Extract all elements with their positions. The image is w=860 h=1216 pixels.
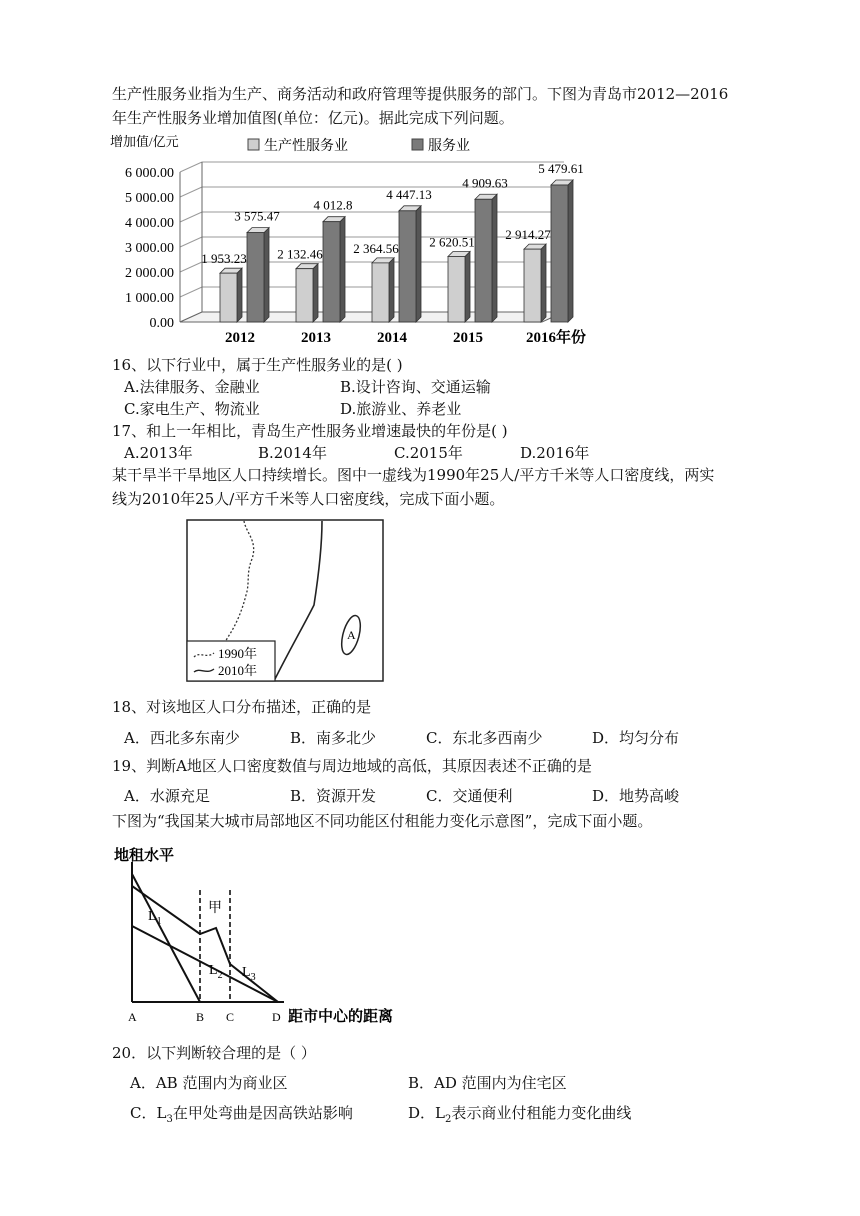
question-17-option-b[interactable]: B.2014年: [258, 444, 327, 462]
intro2-line-1: 某干旱半干旱地区人口持续增长。图中一虚线为1990年25人/平方千米等人口密度线，两实: [112, 466, 715, 484]
question-19-option-b[interactable]: B．资源开发: [290, 787, 377, 805]
chart-y-tick-label: 2 000.00: [125, 266, 174, 281]
bar-services-side: [492, 194, 497, 322]
legend-1990-label: 1990年: [218, 646, 258, 661]
bar-productive-services: [296, 269, 313, 322]
data-label-services: 5 479.61: [538, 161, 584, 177]
chart-grid-connector: [180, 162, 202, 172]
bar-productive-services-side: [465, 251, 470, 322]
question-19-option-d[interactable]: D．地势高峻: [592, 787, 680, 805]
bar-chart: [110, 132, 590, 352]
svg-text:L1: [148, 909, 162, 927]
curve-l2-label: L: [209, 963, 218, 978]
q20-option-d-prefix: D．L: [408, 1104, 445, 1122]
intro2-line-2: 线为2010年25人/平方千米等人口密度线，完成下面小题。: [112, 490, 505, 508]
chart-grid-connector: [180, 262, 202, 272]
data-label-services: 4 447.13: [386, 186, 432, 202]
data-label-productive: 2 132.46: [277, 246, 323, 262]
question-20-option-b[interactable]: B．AD 范围内为住宅区: [408, 1074, 567, 1092]
q20-option-d-text: 表示商业付租能力变化曲线: [451, 1104, 632, 1122]
question-16-stem: 16、以下行业中，属于生产性服务业的是( ): [112, 356, 403, 374]
x-tick-label: 2014: [377, 330, 407, 346]
bar-services: [247, 233, 264, 322]
intro-paragraph-line-1: 生产性服务业指为生产、商务活动和政府管理等提供服务的部门。下图为青岛市2012—2016: [112, 85, 729, 103]
isoline-2010-main: [274, 521, 322, 681]
rent-curve-diagram: [112, 840, 402, 1030]
q20-option-c-prefix: C．L: [130, 1104, 167, 1122]
question-16-option-a[interactable]: A.法律服务、金融业: [124, 378, 260, 396]
question-18-option-d[interactable]: D．均匀分布: [592, 729, 680, 747]
curve-l3: [132, 886, 278, 1002]
question-16-option-b[interactable]: B.设计咨询、交通运输: [340, 378, 491, 396]
data-label-productive: 2 364.56: [353, 240, 399, 256]
question-16-option-d[interactable]: D.旅游业、养老业: [340, 400, 462, 418]
data-label-services: 4 012.8: [313, 197, 353, 213]
bar-productive-services: [372, 263, 389, 322]
intro-paragraph-line-2: 年生产性服务业增加值图(单位：亿元)。据此完成下列问题。: [112, 109, 514, 127]
question-16-option-c[interactable]: C.家电生产、物流业: [124, 400, 260, 418]
question-18-option-c[interactable]: C．东北多西南少: [426, 729, 543, 747]
question-18-option-b[interactable]: B．南多北少: [290, 729, 377, 747]
q20-option-c-subscript: 3: [166, 1114, 173, 1125]
curve-l2-subscript: 2: [217, 970, 223, 981]
point-d-label: D: [272, 1010, 281, 1024]
legend-swatch-0: [248, 139, 259, 150]
data-label-productive: 1 953.23: [201, 251, 247, 267]
intro3-line-1: 下图为“我国某大城市局部地区不同功能区付租能力变化示意图”，完成下面小题。: [112, 812, 653, 830]
question-17-option-c[interactable]: C.2015年: [394, 444, 463, 462]
x-tick-label: 2015: [453, 330, 483, 346]
svg-text:L3: [242, 965, 256, 983]
data-label-services: 4 909.63: [462, 175, 508, 191]
svg-text:L2: [209, 963, 223, 981]
x-tick-label: 2013: [301, 330, 331, 346]
chart-grid-connector: [180, 212, 202, 222]
curve-l1-subscript: 1: [156, 916, 162, 927]
question-19-option-c[interactable]: C．交通便利: [426, 787, 513, 805]
bar-services: [323, 222, 340, 322]
q20-option-d-subscript: 2: [445, 1114, 452, 1125]
curve-l2: [132, 926, 278, 1002]
bar-services: [399, 211, 416, 322]
chart-y-tick-label: 5 000.00: [125, 191, 174, 206]
bar-services-side: [264, 228, 269, 322]
rent-y-axis-label: 地租水平: [114, 848, 175, 864]
bar-productive-services-side: [389, 258, 394, 322]
chart-y-tick-label: 1 000.00: [125, 291, 174, 306]
bar-productive-services: [220, 273, 237, 322]
x-tick-label: 2016年份: [525, 330, 587, 346]
bar-services: [551, 185, 568, 322]
bar-services-side: [340, 217, 345, 322]
point-a-label: A: [128, 1010, 137, 1024]
point-b-label: B: [196, 1010, 205, 1024]
chart-y-tick-label: 6 000.00: [125, 166, 174, 181]
population-density-map: [186, 519, 386, 683]
data-label-productive: 2 620.51: [429, 234, 475, 250]
chart-grid-connector: [180, 237, 202, 247]
question-20-option-a[interactable]: A．AB 范围内为商业区: [130, 1074, 288, 1092]
question-19-option-a[interactable]: A．水源充足: [124, 787, 210, 805]
question-19-stem: 19、判断A地区人口密度数值与周边地域的高低，其原因表述不正确的是: [112, 757, 592, 775]
chart-grid-connector: [180, 187, 202, 197]
chart-grid-connector: [180, 287, 202, 297]
data-label-productive: 2 914.27: [505, 227, 551, 243]
chart-y-tick-label: 4 000.00: [125, 216, 174, 231]
point-c-label: C: [226, 1010, 235, 1024]
question-20-stem: 20．以下判断较合理的是（ ）: [112, 1044, 316, 1062]
data-label-services: 3 575.47: [234, 208, 280, 224]
bar-productive-services-side: [313, 264, 318, 322]
bar-productive-services-side: [541, 244, 546, 322]
legend-swatch-1: [412, 139, 423, 150]
legend-label-1: 服务业: [428, 139, 470, 154]
question-17-option-d[interactable]: D.2016年: [520, 444, 590, 462]
area-a-label: A: [347, 628, 356, 642]
question-20-option-d[interactable]: [408, 1103, 631, 1130]
bar-services-side: [568, 180, 573, 322]
q20-option-c-text: 在甲处弯曲是因高铁站影响: [172, 1104, 353, 1122]
bar-productive-services: [448, 256, 465, 322]
bar-productive-services: [524, 249, 541, 322]
rent-x-axis-label: 距市中心的距离: [288, 1009, 394, 1025]
bar-productive-services-side: [237, 268, 242, 322]
curve-l3-subscript: 3: [250, 972, 256, 983]
chart-y-axis-title: 增加值/亿元: [110, 134, 179, 149]
chart-y-tick-label: 3 000.00: [125, 241, 174, 256]
question-17-stem: 17、和上一年相比，青岛生产性服务业增速最快的年份是( ): [112, 422, 508, 440]
bar-services-side: [416, 206, 421, 322]
legend-label-0: 生产性服务业: [264, 139, 348, 154]
bar-services: [475, 199, 492, 322]
curve-l1-label: L: [148, 909, 157, 924]
question-20-option-c[interactable]: [130, 1103, 353, 1130]
legend-2010-label: 2010年: [218, 663, 258, 678]
question-17-option-a[interactable]: A.2013年: [124, 444, 193, 462]
x-tick-label: 2012: [225, 330, 255, 346]
question-18-stem: 18、对该地区人口分布描述，正确的是: [112, 698, 372, 716]
question-18-option-a[interactable]: A．西北多东南少: [124, 729, 240, 747]
curve-l3-label: L: [242, 965, 251, 980]
chart-y-tick-label: 0.00: [149, 316, 174, 331]
zone-jia-label: 甲: [208, 901, 222, 916]
